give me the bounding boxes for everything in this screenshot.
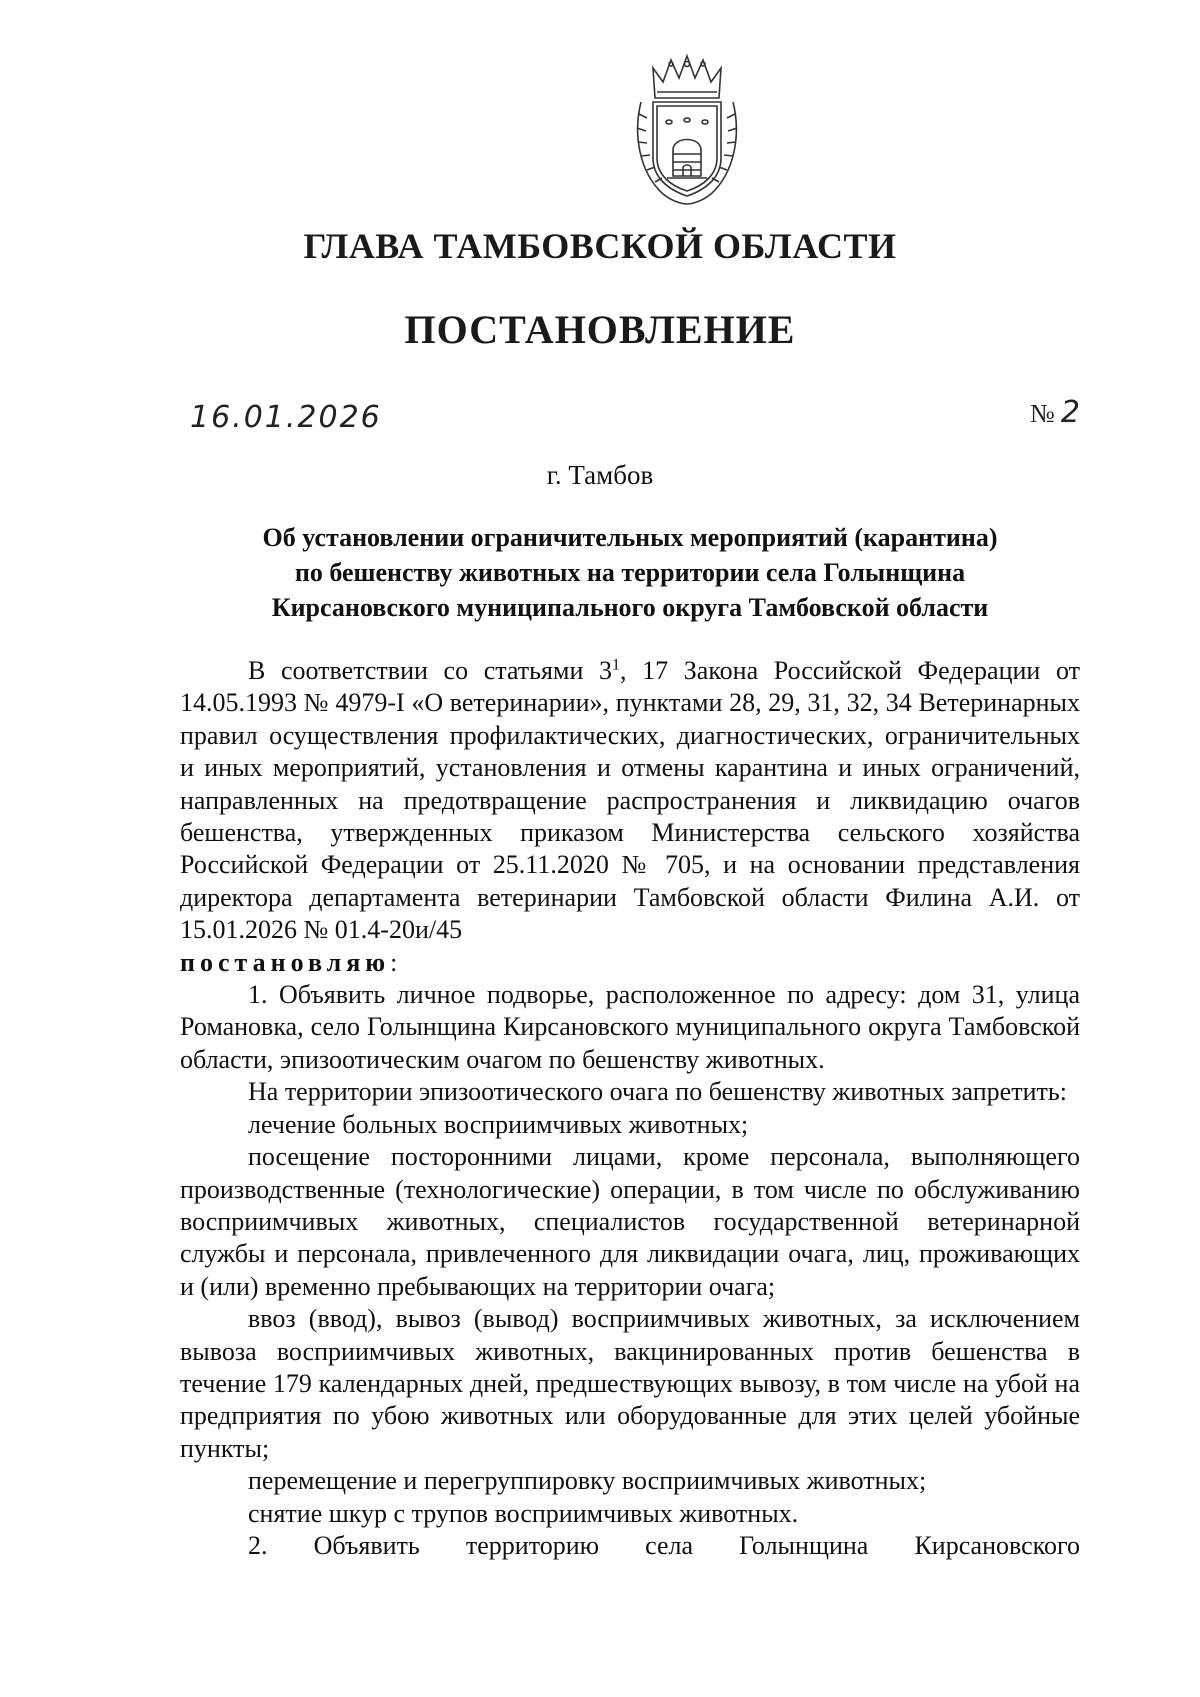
number-label: № [1030, 399, 1055, 428]
paragraph-2-start: 2. Объявить территорию села Голынщина Кирсановского [248, 1530, 1080, 1560]
paragraph-ban-transport: ввоз (ввод), вывоз (вывод) восприимчивых животных, за исключением вывоза восприимчивых животных, вакцинированных против бешенства в течение 179 календарных дней, предшествующих вывозу, в том числе на убой на предприятия по убою животных или оборудованные для этих целей убойные пункты; [180, 1304, 1080, 1463]
preamble-paragraph [180, 655, 1080, 947]
title-line-3: Кирсановского муниципального округа Тамбовской области [271, 593, 989, 622]
paragraph-ban-visits: посещение посторонними лицами, кроме персонала, выполняющего производственные (технологические) операции, в том числе по обслуживанию восприимчивых животных, специалистов государственной ветеринарной службы и персонала, привлеченного для ликвидации очага, лиц, проживающих и (или) временно пребывающих на территории очага; [180, 1142, 1080, 1301]
preamble-superscript: 1 [612, 656, 620, 674]
preamble-text-b: , 17 Закона Российской Федерации от 14.05.1993 № 4979-I «О ветеринарии», пунктами 28, 29, 31, 32, 34 Ветеринарных правил осуществления профилактических, диагностических, ограничительных и иных мероприятий, установления и отмены карантина и иных ограничений, направленных на предотвращение распространения и ликвидацию очагов бешенства, утвержденных приказом Министерства сельского хозяйства Российской Федерации от 25.11.2020 № 705, и на основании представления директора департамента ветеринарии Тамбовской области Филина А.И. от 15.01.2026 № 01.4-20и/45 [180, 656, 1080, 945]
paragraph-ban-regroup: перемещение и перегруппировку восприимчивых животных; [248, 1466, 927, 1496]
city-line: г. Тамбов [546, 460, 654, 490]
paragraph-1: 1. Объявить личное подворье, расположенное по адресу: дом 31, улица Романовка, село Голынщина Кирсановского муниципального округа Тамбовской области, эпизоотическим очагом по бешенству животных. [180, 980, 1080, 1074]
title-line-1: Об установлении ограничительных мероприятий (карантина) [262, 523, 998, 552]
handwritten-number: 2 [1060, 395, 1082, 430]
resolve-word: постановляю [180, 947, 391, 977]
coat-of-arms-icon [633, 54, 741, 206]
document-type-heading: ПОСТАНОВЛЕНИЕ [404, 307, 796, 352]
resolve-line [180, 947, 1080, 979]
handwritten-date: 16.01.2026 [190, 400, 382, 435]
resolve-colon: : [390, 947, 398, 977]
paragraph-ban-treatment: лечение больных восприимчивых животных; [248, 1109, 749, 1139]
paragraph-ban-intro: На территории эпизоотического очага по бешенству животных запретить: [248, 1077, 1067, 1107]
preamble-text-a: В соответствии со статьями 3 [248, 656, 612, 685]
document-body [180, 655, 1080, 1562]
paragraph-ban-skins: снятие шкур с трупов восприимчивых животных. [248, 1498, 799, 1528]
authority-heading: ГЛАВА ТАМБОВСКОЙ ОБЛАСТИ [303, 226, 897, 266]
document-title [180, 520, 1080, 625]
document-number [1030, 395, 1082, 430]
title-line-2: по бешенству животных на территории села Голынщина [294, 558, 966, 587]
